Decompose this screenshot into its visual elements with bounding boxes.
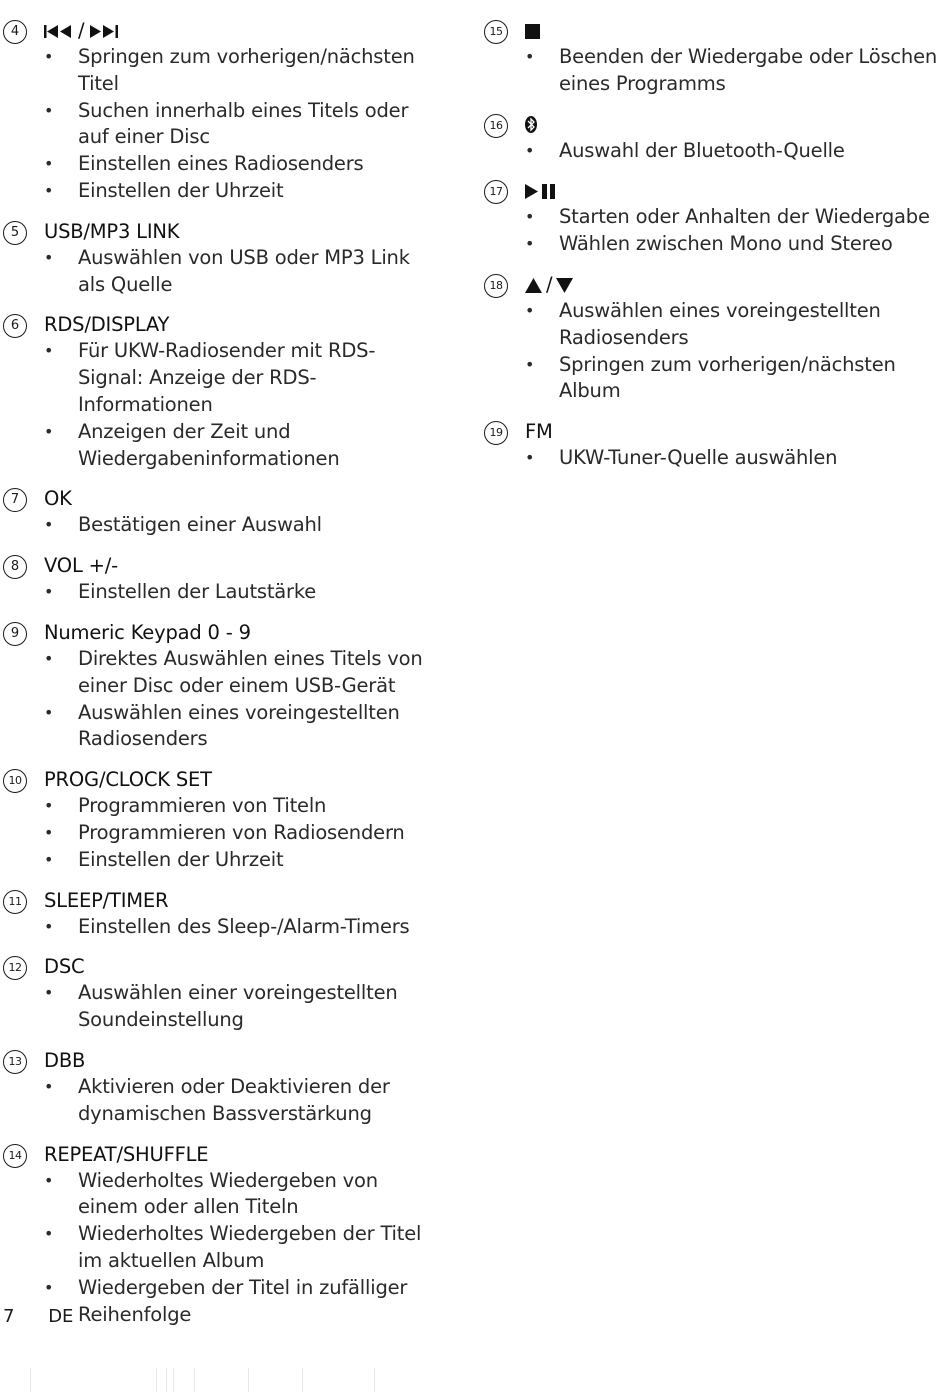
right-column [481,17,941,485]
control-heading: FM [525,420,553,444]
function-item: • Programmieren von Radiosendern [44,820,440,847]
up-down-icon: / [525,273,573,296]
play-pause-icon [525,179,558,202]
control-entry-10 [0,766,440,873]
function-list [44,338,440,472]
function-item: • Beenden der Wiedergabe oder Löschen eines Programms [525,44,941,98]
item-number-badge: 5 [3,221,27,245]
item-number-badge: 7 [3,488,27,512]
control-entry-4 [0,17,440,205]
control-heading: REPEAT/SHUFFLE [44,1142,209,1166]
control-heading: DSC [44,955,85,979]
function-list [44,512,440,539]
function-item: • Starten oder Anhalten der Wiedergabe [525,204,941,231]
function-list [44,1168,440,1329]
control-entry-12 [0,953,440,1034]
function-item: • Springen zum vorherigen/nächsten Titel [44,44,440,98]
function-item: • Wählen zwischen Mono und Stereo [525,231,941,258]
function-item: • Einstellen der Uhrzeit [44,847,440,874]
function-item: • Auswählen einer voreingestellten Soundeinstellung [44,980,440,1034]
control-entry-9 [0,619,440,753]
item-number-badge: 17 [484,180,508,204]
function-item: • Auswählen eines voreingestellten Radiosenders [525,298,941,352]
control-heading [525,271,941,298]
function-item: • Auswahl der Bluetooth-Quelle [525,138,941,165]
control-entry-17 [481,177,941,258]
function-list [44,980,440,1034]
function-list [44,646,440,753]
control-entry-15 [481,17,941,98]
function-item: • Wiederholtes Wiedergeben der Titel im aktuellen Album [44,1221,440,1275]
item-number-badge: 16 [484,114,508,138]
item-number-badge: 10 [3,769,27,793]
function-list [525,445,941,472]
control-entry-8 [0,552,440,606]
control-entry-14 [0,1141,440,1329]
function-item: • Springen zum vorherigen/nächsten Album [525,352,941,406]
scan-artifacts [0,1368,950,1394]
control-entry-6 [0,311,440,472]
function-item: • Einstellen der Uhrzeit [44,178,440,205]
function-list [525,298,941,405]
function-list [44,1074,440,1128]
control-heading: SLEEP/TIMER [44,888,169,912]
function-item: • Einstellen der Lautstärke [44,579,440,606]
bluetooth-icon [525,113,537,136]
function-item: • Wiedergeben der Titel in zufälliger Reihenfolge [44,1275,440,1329]
function-list [525,44,941,98]
language-code: DE [48,1306,74,1327]
item-number-badge: 13 [3,1050,27,1074]
control-heading [525,17,941,44]
item-number-badge: 6 [3,314,27,338]
function-list [44,245,440,299]
item-number-badge: 9 [3,622,27,646]
control-entry-16 [481,111,941,165]
function-item: • Programmieren von Titeln [44,793,440,820]
control-heading: USB/MP3 LINK [44,219,180,243]
control-heading: DBB [44,1048,86,1072]
item-number-badge: 8 [3,555,27,579]
item-number-badge: 11 [3,890,27,914]
prev-next-icon: / [44,19,118,42]
control-entry-13 [0,1047,440,1128]
control-heading: RDS/DISPLAY [44,313,170,337]
control-heading [525,177,941,204]
item-number-badge: 18 [484,274,508,298]
function-item: • Auswählen von USB oder MP3 Link als Quelle [44,245,440,299]
function-list [44,914,440,941]
function-item: • UKW-Tuner-Quelle auswählen [525,445,941,472]
control-heading: Numeric Keypad 0 - 9 [44,620,251,644]
function-item: • Anzeigen der Zeit und Wiedergabeninformationen [44,419,440,473]
control-entry-7 [0,485,440,539]
item-number-badge: 19 [484,421,508,445]
control-heading: PROG/CLOCK SET [44,768,212,792]
function-list [525,138,941,165]
item-number-badge: 14 [3,1144,27,1168]
function-item: • Auswählen eines voreingestellten Radiosenders [44,700,440,754]
item-number-badge: 15 [484,20,508,44]
function-list [44,44,440,205]
function-item: • Aktivieren oder Deaktivieren der dynamischen Bassverstärkung [44,1074,440,1128]
function-list [44,579,440,606]
function-item: • Einstellen des Sleep-/Alarm-Timers [44,914,440,941]
function-item: • Suchen innerhalb eines Titels oder auf einer Disc [44,98,440,152]
control-entry-19 [481,418,941,472]
control-entry-18 [481,271,941,405]
function-item: • Direktes Auswählen eines Titels von einer Disc oder einem USB-Gerät [44,646,440,700]
control-heading [525,111,941,138]
control-heading [44,17,440,44]
function-item: • Einstellen eines Radiosenders [44,151,440,178]
function-item: • Bestätigen einer Auswahl [44,512,440,539]
item-number-badge: 12 [3,956,27,980]
control-entry-5 [0,218,440,299]
function-item: • Wiederholtes Wiedergeben von einem oder allen Titeln [44,1168,440,1222]
control-heading: VOL +/- [44,554,118,578]
function-list [525,204,941,258]
control-entry-11 [0,887,440,941]
control-heading: OK [44,487,72,511]
function-item: • Für UKW-Radiosender mit RDS-Signal: Anzeige der RDS-Informationen [44,338,440,418]
stop-icon [525,19,540,42]
page-footer [3,1306,73,1327]
function-list [44,793,440,873]
item-number-badge: 4 [3,20,27,44]
left-column [0,17,440,1341]
page-number: 7 [3,1306,15,1327]
